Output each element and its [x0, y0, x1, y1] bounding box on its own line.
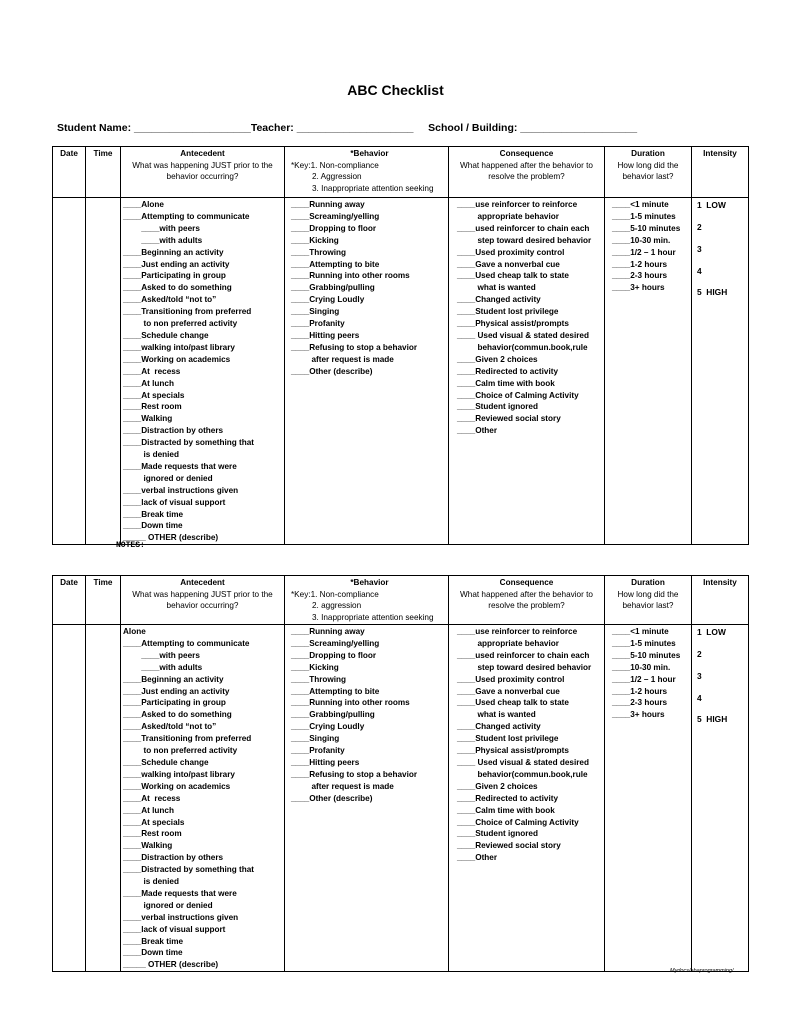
antecedent-subheader: What was happening JUST prior to the behavior occurring? — [132, 589, 273, 610]
checklist-item[interactable]: step toward desired behavior — [457, 235, 592, 245]
checklist-item[interactable]: ____Distraction by others — [123, 426, 224, 436]
checklist-item[interactable]: ____Running away — [291, 627, 365, 636]
checklist-item[interactable]: ____Reviewed social story — [457, 841, 561, 851]
checklist-item[interactable]: ____Refusing to stop a behavior — [291, 342, 418, 352]
behavior-header: *Behavior *Key:1. Non-compliance 2. aggression 3. Inappropriate attention seeking — [285, 576, 449, 625]
checklist-item[interactable]: ____Reviewed social story — [457, 414, 561, 424]
checklist-item[interactable]: ____Calm time with book — [457, 805, 555, 815]
checklist-item[interactable]: ____At recess — [123, 366, 181, 376]
checklist-item[interactable]: ____Just ending an activity — [123, 686, 230, 696]
intensity-level[interactable]: 1 LOW — [697, 200, 726, 210]
checklist-item[interactable]: ____At lunch — [123, 378, 174, 388]
checklist-item[interactable]: ____with adults — [123, 235, 203, 245]
checklist-item[interactable]: ____Throwing — [291, 247, 347, 257]
checklist-item[interactable]: ____At specials — [123, 817, 185, 827]
checklist-item[interactable]: ____Grabbing/pulling — [291, 710, 375, 720]
date-cell[interactable] — [53, 625, 86, 972]
checklist-item[interactable]: ____Made requests that were — [123, 461, 237, 471]
student-name-label: Student Name: — [57, 122, 135, 134]
checklist-item[interactable]: ____verbal instructions given — [123, 485, 239, 495]
checklist-item[interactable]: ____Changed activity — [457, 295, 541, 305]
teacher-field[interactable]: ____________________ — [296, 122, 414, 134]
checklist-item[interactable]: ____Hitting peers — [291, 757, 360, 767]
teacher-label: Teacher: — [250, 122, 297, 134]
checklist-item[interactable]: ____used reinforcer to chain each — [457, 223, 590, 233]
checklist-item[interactable]: is denied — [123, 450, 179, 460]
checklist-item[interactable]: ____Running into other rooms — [291, 271, 410, 281]
checklist-item[interactable]: ____Participating in group — [123, 271, 226, 281]
checklist-item[interactable]: ____Asked to do something — [123, 283, 232, 293]
checklist-item[interactable]: ____lack of visual support — [123, 924, 226, 934]
page-title: ABC Checklist — [347, 82, 444, 98]
checklist-item[interactable]: ____1-2 hours — [612, 259, 668, 269]
consequence-cell — [449, 198, 605, 545]
checklist-item[interactable]: ____Break time — [123, 509, 184, 519]
student-name-field[interactable]: ____________________ — [134, 122, 251, 134]
date-header: Date — [53, 576, 86, 625]
checklist-item[interactable]: ____Distraction by others — [123, 853, 224, 863]
antecedent-header: Antecedent What was happening JUST prior to the behavior occurring? — [121, 147, 285, 198]
checklist-item[interactable]: ____5-10 minutes — [612, 223, 681, 233]
checklist-item[interactable]: ____Running away — [291, 200, 365, 209]
checklist-item[interactable]: ____At lunch — [123, 805, 174, 815]
consequence-cell — [449, 625, 605, 972]
behavior-key-1: *Key:1. Non-compliance — [291, 589, 379, 599]
checklist-item[interactable]: ____1-5 minutes — [612, 638, 676, 648]
checklist-item[interactable]: ____Just ending an activity — [123, 259, 230, 269]
checklist-item[interactable]: ____1-2 hours — [612, 686, 668, 696]
antecedent-subheader: What was happening JUST prior to the behavior occurring? — [132, 160, 273, 181]
behavior-key-3: 3. Inappropriate attention seeking — [312, 612, 434, 622]
notes-label: NOTES: — [116, 541, 145, 550]
checklist-item[interactable]: ____Singing — [291, 307, 340, 317]
duration-header: Duration How long did the behavior last? — [605, 576, 692, 625]
consequence-header: Consequence What happened after the behavior to resolve the problem? — [449, 147, 605, 198]
checklist-item[interactable]: ____Screaming/yelling — [291, 211, 380, 221]
behavior-key-1: *Key:1. Non-compliance — [291, 160, 379, 170]
checklist-item[interactable]: ____1/2 – 1 hour — [612, 674, 676, 684]
checklist-item[interactable]: ____1-5 minutes — [612, 211, 676, 221]
checklist-item[interactable]: ____10-30 min. — [612, 235, 671, 245]
checklist-item[interactable]: ____3+ hours — [612, 283, 665, 293]
checklist-item[interactable]: ____2-3 hours — [612, 271, 668, 281]
consequence-header: Consequence What happened after the behavior to resolve the problem? — [449, 576, 605, 625]
checklist-item[interactable]: ____Used cheap talk to state — [457, 271, 569, 281]
checklist-item[interactable]: ____Distracted by something that — [123, 438, 255, 448]
behavior-key-2: 2. aggression — [312, 601, 362, 610]
checklist-item[interactable]: ____Made requests that were — [123, 888, 237, 898]
checklist-item[interactable]: ____Choice of Calming Activity — [457, 817, 579, 827]
intensity-header: Intensity — [692, 576, 749, 625]
intensity-level[interactable]: 4 — [697, 266, 702, 276]
checklist-item[interactable]: what is wanted — [457, 283, 536, 293]
time-header: Time — [86, 576, 121, 625]
checklist-item[interactable]: ____Asked/told “not to” — [123, 295, 217, 305]
checklist-item[interactable]: after request is made — [291, 781, 394, 791]
behavior-cell — [285, 198, 449, 545]
checklist-item[interactable]: ____Throwing — [291, 674, 347, 684]
duration-cell — [605, 625, 692, 972]
checklist-item[interactable]: ____Asked/told “not to” — [123, 722, 217, 732]
checklist-item[interactable]: ____Other — [457, 426, 498, 436]
checklist-item[interactable]: ____Walking — [123, 841, 173, 851]
checklist-item[interactable]: ____Alone — [123, 200, 164, 209]
checklist-item[interactable]: ignored or denied — [123, 900, 213, 910]
behavior-key-3: 3. Inappropriate attention seeking — [312, 183, 434, 193]
checklist-item[interactable]: ____Hitting peers — [291, 330, 360, 340]
checklist-item[interactable]: ____Rest room — [123, 402, 182, 412]
consequence-subheader: What happened after the behavior to resolve the problem? — [460, 160, 593, 181]
checklist-item[interactable]: ____Student lost privilege — [457, 307, 559, 317]
checklist-item[interactable]: behavior(commun.book,rule — [457, 342, 588, 352]
date-cell[interactable] — [53, 198, 86, 545]
checklist-item[interactable]: ____Student ignored — [457, 402, 538, 412]
checklist-item[interactable]: ____Used cheap talk to state — [457, 698, 569, 708]
checklist-item[interactable]: ____Crying Loudly — [291, 295, 365, 305]
checklist-item[interactable]: ____Student ignored — [457, 829, 538, 839]
checklist-item[interactable]: ____walking into/past library — [123, 342, 235, 352]
intensity-level[interactable]: 1 LOW — [697, 627, 726, 637]
checklist-item[interactable]: ____with peers — [123, 650, 200, 660]
intensity-header: Intensity — [692, 147, 749, 198]
checklist-item[interactable]: ____Redirected to activity — [457, 366, 559, 376]
checklist-item[interactable]: step toward desired behavior — [457, 662, 592, 672]
intensity-level[interactable]: 3 — [697, 671, 702, 681]
checklist-item[interactable]: ____Running into other rooms — [291, 698, 410, 708]
checklist-item[interactable]: behavior(commun.book,rule — [457, 769, 588, 779]
checklist-item[interactable]: ____Kicking — [291, 235, 339, 245]
abc-table-1 — [52, 146, 749, 545]
school-field[interactable]: ____________________ — [520, 122, 638, 134]
checklist-item[interactable]: ignored or denied — [123, 473, 213, 483]
time-cell[interactable] — [86, 198, 121, 545]
checklist-item[interactable]: ____Other (describe) — [291, 793, 373, 803]
checklist-item[interactable]: ____lack of visual support — [123, 497, 226, 507]
checklist-item[interactable]: ____Transitioning from preferred — [123, 734, 252, 744]
checklist-item[interactable]: _____ OTHER (describe) — [123, 960, 219, 970]
checklist-item[interactable]: ____with adults — [123, 662, 203, 672]
checklist-item[interactable]: ____use reinforcer to reinforce — [457, 200, 578, 209]
antecedent-cell — [121, 198, 285, 545]
abc-table-2 — [52, 575, 749, 972]
checklist-item[interactable]: ____10-30 min. — [612, 662, 671, 672]
checklist-item[interactable]: ____Down time — [123, 948, 183, 958]
behavior-key-2: 2. Aggression — [312, 172, 362, 181]
checklist-item[interactable]: ____Used proximity control — [457, 674, 565, 684]
checklist-item[interactable]: ____used reinforcer to chain each — [457, 650, 590, 660]
checklist-item[interactable]: appropriate behavior — [457, 638, 559, 648]
checklist-item[interactable]: ____Attempting to bite — [291, 259, 380, 269]
checklist-item[interactable]: to non preferred activity — [123, 319, 238, 329]
checklist-item[interactable]: ____Redirected to activity — [457, 793, 559, 803]
duration-cell — [605, 198, 692, 545]
checklist-item[interactable]: ____Beginning an activity — [123, 247, 224, 257]
checklist-item[interactable]: ____5-10 minutes — [612, 650, 681, 660]
checklist-item[interactable]: ____Student lost privilege — [457, 734, 559, 744]
checklist-item[interactable]: ____Gave a nonverbal cue — [457, 259, 560, 269]
checklist-item[interactable]: ____Schedule change — [123, 757, 209, 767]
checklist-item[interactable]: after request is made — [291, 354, 394, 364]
checklist-item[interactable]: ____At recess — [123, 793, 181, 803]
checklist-item[interactable]: ____Rest room — [123, 829, 182, 839]
intensity-level[interactable]: 5 HIGH — [697, 714, 728, 724]
checklist-item[interactable]: ____Refusing to stop a behavior — [291, 769, 418, 779]
checklist-item[interactable]: Alone — [123, 627, 146, 636]
school-label: School / Building: — [428, 122, 521, 134]
checklist-item[interactable]: ____Physical assist/prompts — [457, 319, 569, 329]
checklist-item[interactable]: ____Calm time with book — [457, 378, 555, 388]
checklist-item[interactable]: ____ Used visual & stated desired — [457, 330, 589, 340]
checklist-item[interactable]: ____Given 2 choices — [457, 781, 538, 791]
checklist-item[interactable]: ____Schedule change — [123, 330, 209, 340]
intensity-level[interactable]: 2 — [697, 222, 702, 232]
intensity-cell — [692, 198, 749, 545]
checklist-item[interactable]: ____ Used visual & stated desired — [457, 757, 589, 767]
checklist-item[interactable]: ____<1 minute — [612, 627, 669, 636]
checklist-item[interactable]: ____Physical assist/prompts — [457, 746, 569, 756]
checklist-item[interactable]: ____Profanity — [291, 319, 345, 329]
checklist-item[interactable]: ____Changed activity — [457, 722, 541, 732]
intensity-cell — [692, 625, 749, 972]
footer-path: Mydocs/abaprogramming/ — [670, 968, 734, 974]
intensity-level[interactable]: 2 — [697, 649, 702, 659]
intensity-level[interactable]: 3 — [697, 244, 702, 254]
checklist-item[interactable]: ____Working on academics — [123, 781, 231, 791]
checklist-item[interactable]: ____Other (describe) — [291, 366, 373, 376]
checklist-item[interactable]: ____Dropping to floor — [291, 223, 377, 233]
behavior-header: *Behavior *Key:1. Non-compliance 2. Aggression 3. Inappropriate attention seeking — [285, 147, 449, 198]
time-cell[interactable] — [86, 625, 121, 972]
checklist-item[interactable]: ____Walking — [123, 414, 173, 424]
checklist-item[interactable]: ____Participating in group — [123, 698, 226, 708]
date-header: Date — [53, 147, 86, 198]
time-header: Time — [86, 147, 121, 198]
checklist-item[interactable]: ____Grabbing/pulling — [291, 283, 375, 293]
checklist-item[interactable]: ____Attempting to communicate — [123, 211, 250, 221]
checklist-item[interactable]: ____<1 minute — [612, 200, 669, 209]
duration-header: Duration How long did the behavior last? — [605, 147, 692, 198]
checklist-item[interactable]: ____Working on academics — [123, 354, 231, 364]
checklist-item[interactable]: ____Profanity — [291, 746, 345, 756]
checklist-item[interactable]: ____walking into/past library — [123, 769, 235, 779]
duration-subheader: How long did the behavior last? — [617, 160, 679, 181]
checklist-item[interactable]: ____Gave a nonverbal cue — [457, 686, 560, 696]
antecedent-header: Antecedent What was happening JUST prior to the behavior occurring? — [121, 576, 285, 625]
checklist-item[interactable]: is denied — [123, 877, 179, 887]
intensity-level[interactable]: 4 — [697, 693, 702, 703]
student-info-row — [57, 122, 737, 134]
checklist-item[interactable]: ____Other — [457, 853, 498, 863]
checklist-item[interactable]: ____Dropping to floor — [291, 650, 377, 660]
checklist-item[interactable]: ____verbal instructions given — [123, 912, 239, 922]
checklist-item[interactable]: ____Asked to do something — [123, 710, 232, 720]
checklist-item[interactable]: ____Transitioning from preferred — [123, 307, 252, 317]
checklist-item[interactable]: ____Down time — [123, 521, 183, 531]
checklist-item[interactable]: appropriate behavior — [457, 211, 559, 221]
intensity-level[interactable]: 5 HIGH — [697, 287, 728, 297]
duration-subheader: How long did the behavior last? — [617, 589, 679, 610]
checklist-item[interactable]: what is wanted — [457, 710, 536, 720]
checklist-item[interactable]: ____Given 2 choices — [457, 354, 538, 364]
checklist-item[interactable]: ____with peers — [123, 223, 200, 233]
checklist-item[interactable]: ____1/2 – 1 hour — [612, 247, 676, 257]
checklist-item[interactable]: ____Crying Loudly — [291, 722, 365, 732]
checklist-item[interactable]: ____Distracted by something that — [123, 865, 255, 875]
checklist-item[interactable]: ____Beginning an activity — [123, 674, 224, 684]
consequence-subheader: What happened after the behavior to resolve the problem? — [460, 589, 593, 610]
checklist-item[interactable]: to non preferred activity — [123, 746, 238, 756]
checklist-item[interactable]: ____2-3 hours — [612, 698, 668, 708]
checklist-item[interactable]: ____Kicking — [291, 662, 339, 672]
behavior-cell — [285, 625, 449, 972]
checklist-item[interactable]: ____Singing — [291, 734, 340, 744]
checklist-item[interactable]: ____Screaming/yelling — [291, 638, 380, 648]
checklist-item[interactable]: _____ OTHER (describe) — [123, 533, 219, 543]
checklist-item[interactable]: ____Choice of Calming Activity — [457, 390, 579, 400]
checklist-item[interactable]: ____Attempting to bite — [291, 686, 380, 696]
checklist-item[interactable]: ____Break time — [123, 936, 184, 946]
checklist-item[interactable]: ____Used proximity control — [457, 247, 565, 257]
antecedent-cell — [121, 625, 285, 972]
checklist-item[interactable]: ____At specials — [123, 390, 185, 400]
checklist-item[interactable]: ____use reinforcer to reinforce — [457, 627, 578, 636]
checklist-item[interactable]: ____Attempting to communicate — [123, 638, 250, 648]
checklist-item[interactable]: ____3+ hours — [612, 710, 665, 720]
